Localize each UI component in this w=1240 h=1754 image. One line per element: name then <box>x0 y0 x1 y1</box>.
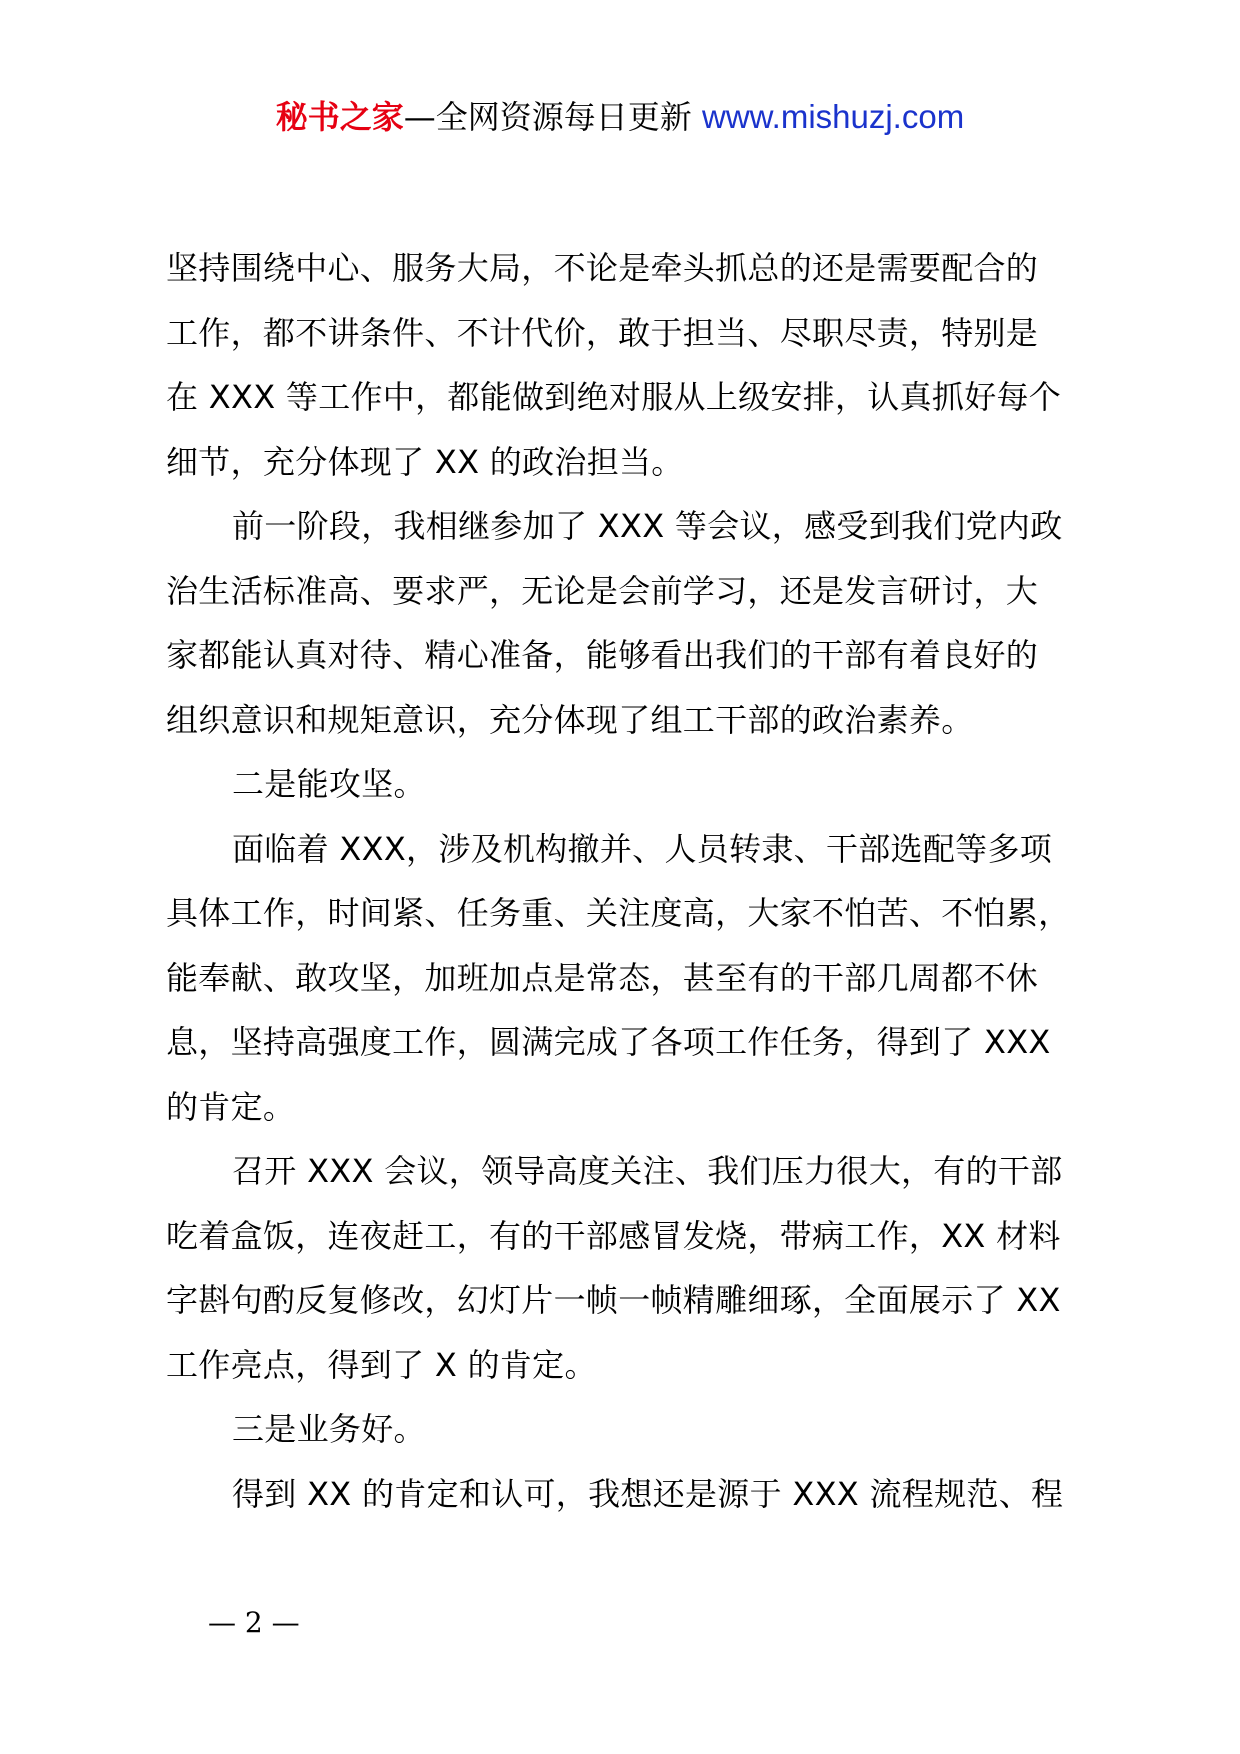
header-slogan: —全网资源每日更新 <box>403 98 702 136</box>
text-line: 召开 XXX 会议，领导高度关注、我们压力很大，有的干部 <box>232 1152 1063 1190</box>
text-line: 得到 XX 的肯定和认可，我想还是源于 XXX 流程规范、程 <box>232 1474 1064 1513</box>
document-body <box>166 236 1076 1526</box>
text-line: 坚持围绕中心、服务大局，不论是牵头抓总的还是需要配合的 <box>166 249 1039 287</box>
section-heading: 三是业务好。 <box>232 1410 426 1448</box>
text-line: 吃着盒饭，连夜赶工，有的干部感冒发烧，带病工作，XX 材料 <box>166 1216 1061 1255</box>
header-url[interactable]: www.mishuzj.com <box>701 98 965 135</box>
section-heading: 二是能攻坚。 <box>232 765 426 803</box>
text-line: 在 XXX 等工作中，都能做到绝对服从上级安排，认真抓好每个 <box>166 378 1062 416</box>
text-line: 家都能认真对待、精心准备，能够看出我们的干部有着良好的 <box>166 636 1039 674</box>
text-line: 能奉献、敢攻坚，加班加点是常态，甚至有的干部几周都不休 <box>166 958 1039 997</box>
text-line: 工作亮点，得到了 X 的肯定。 <box>166 1345 597 1384</box>
text-line: 具体工作，时间紧、任务重、关注度高，大家不怕苦、不怕累， <box>166 894 1071 932</box>
text-line: 工作，都不讲条件、不计代价，敢于担当、尽职尽责，特别是 <box>166 313 1039 352</box>
page-header <box>0 97 1240 137</box>
text-line: 字斟句酌反复修改，幻灯片一帧一帧精雕细琢，全面展示了 XX <box>166 1281 1061 1319</box>
page-number: — 2 — <box>208 1606 300 1639</box>
text-line: 组织意识和规矩意识，充分体现了组工干部的政治素养。 <box>166 700 974 739</box>
brand-name: 秘书之家 <box>275 98 404 136</box>
text-line: 息，坚持高强度工作，圆满完成了各项工作任务，得到了 XXX <box>166 1023 1051 1061</box>
text-line: 治生活标准高、要求严，无论是会前学习，还是发言研讨，大 <box>166 571 1039 610</box>
text-line: 面临着 XXX，涉及机构撤并、人员转隶、干部选配等多项 <box>232 829 1053 868</box>
text-line: 的肯定。 <box>166 1087 296 1126</box>
text-line: 细节，充分体现了 XX 的政治担当。 <box>166 442 684 481</box>
text-line: 前一阶段，我相继参加了 XXX 等会议，感受到我们党内政 <box>232 507 1063 545</box>
